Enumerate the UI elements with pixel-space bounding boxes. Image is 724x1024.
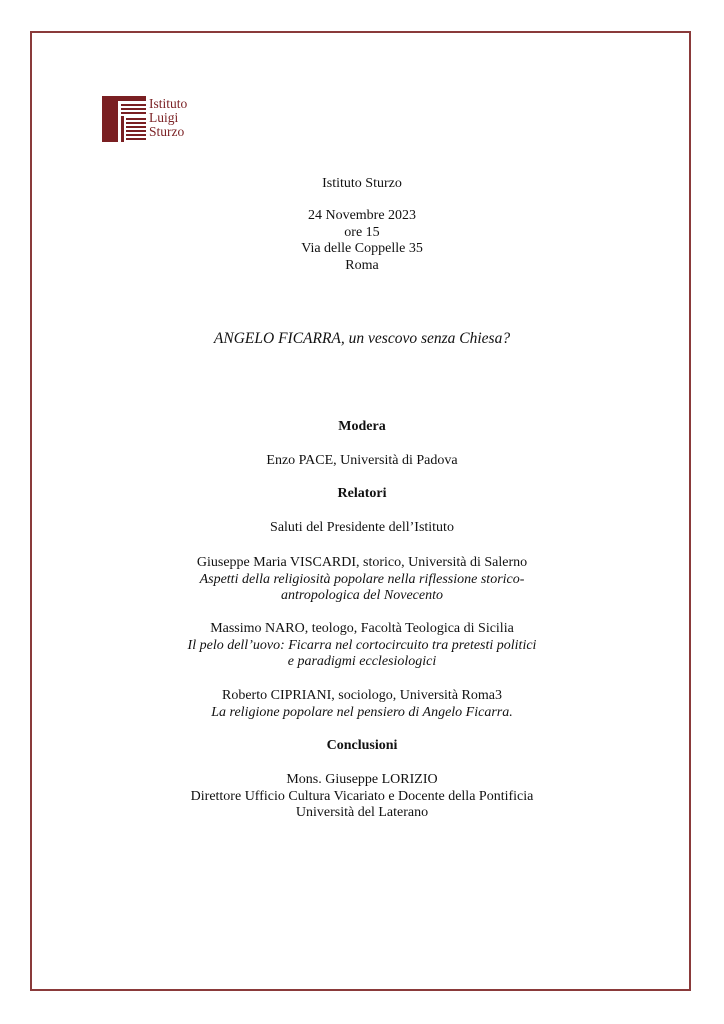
event-city: Roma <box>345 257 379 273</box>
column-logo-icon <box>102 96 146 142</box>
logo-text-sturzo: Sturzo <box>149 124 185 139</box>
speaker-item <box>0 555 724 605</box>
event-date: 24 Novembre 2023 <box>307 208 417 223</box>
speaker-name: Giuseppe Maria VISCARDI, storico, Università di Salerno <box>196 555 528 570</box>
istituto-sturzo-logo <box>102 96 212 144</box>
conclusion-role: Direttore Ufficio Cultura Vicariato e Docente della Pontificia <box>190 788 534 804</box>
logo-text-istituto: Istituto <box>149 96 188 111</box>
event-time: ore 15 <box>344 224 380 240</box>
event-address: Via delle Coppelle 35 <box>301 241 423 256</box>
talk-title-continued: antropologica del Novecento <box>281 588 443 603</box>
speaker-name: Massimo NARO, teologo, Facoltà Teologica di Sicilia <box>210 621 514 636</box>
talk-title-continued: e paradigmi ecclesiologici <box>287 654 437 669</box>
talk-title: Aspetti della religiosità popolare nella riflessione storico- <box>199 571 525 587</box>
speaker-item <box>0 688 724 721</box>
moderator: Enzo PACE, Università di Padova <box>266 453 458 468</box>
talk-title: La religione popolare nel pensiero di Angelo Ficarra. <box>211 704 513 720</box>
speakers-heading: Relatori <box>337 486 387 501</box>
venue: Istituto Sturzo <box>322 176 402 191</box>
moderator-heading: Modera <box>338 419 386 434</box>
conclusion-role-continued: Università del Laterano <box>295 805 429 820</box>
conclusion-speaker-block <box>0 772 724 822</box>
conclusions-heading: Conclusioni <box>326 738 398 753</box>
event-title: ANGELO FICARRA, un vescovo senza Chiesa? <box>213 330 511 347</box>
greetings: Saluti del Presidente dell’Istituto <box>270 520 454 535</box>
talk-title: Il pelo dell’uovo: Ficarra nel cortocircuito tra pretesti politici <box>187 637 537 653</box>
conclusion-speaker: Mons. Giuseppe LORIZIO <box>286 772 438 787</box>
speaker-name: Roberto CIPRIANI, sociologo, Università Roma3 <box>222 688 502 703</box>
logo-text-luigi: Luigi <box>149 110 179 125</box>
speaker-item <box>0 621 724 671</box>
page-border <box>30 31 691 991</box>
event-details <box>0 208 724 274</box>
